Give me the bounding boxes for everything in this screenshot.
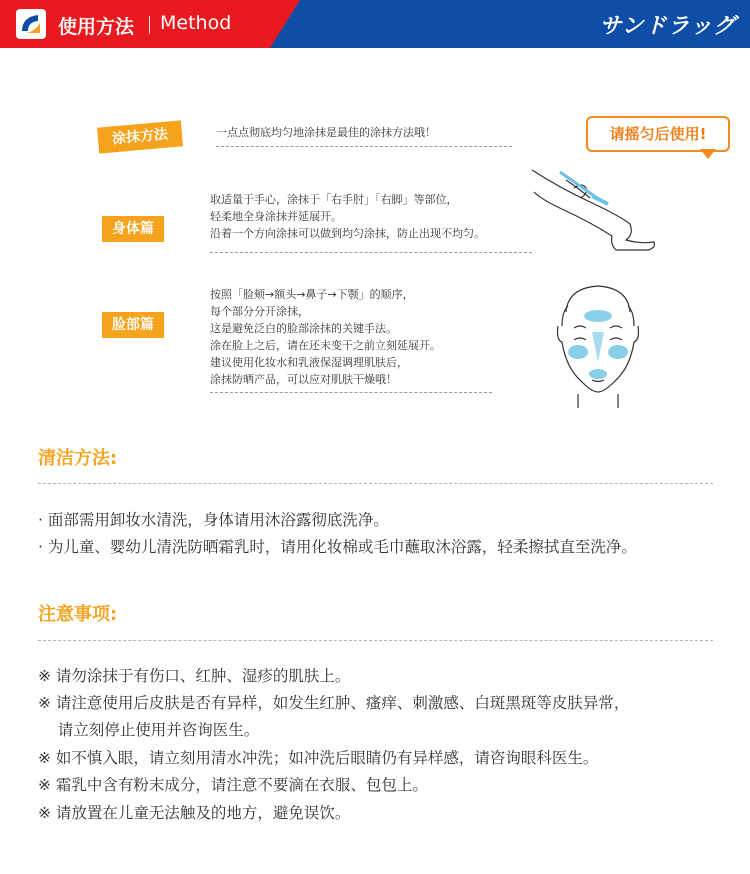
- cleaning-item-1: · 面部需用卸妆水清洗，身体请用沐浴露彻底洗净。: [38, 511, 389, 529]
- face-line-1: 按照「脸颊→额头→鼻子→下颚」的顺序，: [210, 288, 414, 301]
- divider: [210, 392, 492, 393]
- face-line-3: 这是避免泛白的脸部涂抹的关键手法。: [210, 322, 397, 335]
- notes-item-2: ※ 请注意使用后皮肤是否有异样，如发生红肿、瘙痒、刺激感、白斑黑斑等皮肤异常，: [38, 694, 630, 712]
- bubble-tail: [700, 149, 716, 159]
- divider: [38, 483, 713, 484]
- body-line-3: 沿着一个方向涂抹可以做到均匀涂抹，防止出现不均匀。: [210, 227, 485, 240]
- face-line-5: 建议使用化妆水和乳液保湿调理肌肤后，: [210, 356, 408, 369]
- notes-item-4: ※ 霜乳中含有粉末成分，请注意不要滴在衣服、包包上。: [38, 776, 428, 794]
- divider: [210, 252, 532, 253]
- sundrug-logo-icon: [16, 9, 46, 39]
- header-subtitle: Method: [160, 12, 232, 34]
- apply-method-text: 一点点彻底均匀地涂抹是最佳的涂抹方法哦！: [216, 126, 436, 139]
- notes-item-1: ※ 请勿涂抹于有伤口、红肿、湿疹的肌肤上。: [38, 667, 351, 685]
- notes-heading: 注意事项:: [38, 604, 118, 625]
- notes-item-3: ※ 如不慎入眼，请立刻用清水冲洗；如冲洗后眼睛仍有异样感，请咨询眼科医生。: [38, 749, 599, 767]
- body-line-1: 取适量于手心，涂抹于「右手肘」「右脚」等部位，: [210, 193, 458, 206]
- face-application-illustration: [548, 282, 648, 410]
- notes-item-2-cont: 请立刻停止使用并咨询医生。: [38, 721, 260, 739]
- face-tag: 脸部篇: [102, 312, 164, 338]
- cleaning-heading: 清洁方法:: [38, 448, 118, 469]
- notes-item-5: ※ 请放置在儿童无法触及的地方，避免误饮。: [38, 804, 351, 822]
- leg-application-illustration: [530, 158, 660, 254]
- header-bar: [0, 0, 750, 48]
- brand-logo: サンドラッグ: [599, 14, 736, 39]
- face-line-4: 涂在脸上之后，请在还未变干之前立刻延展开。: [210, 339, 441, 352]
- face-line-6: 涂抹防晒产品，可以应对肌肤干燥哦！: [210, 373, 397, 386]
- body-line-2: 轻柔地全身涂抹并延展开。: [210, 210, 342, 223]
- header-title: 使用方法: [58, 16, 135, 38]
- cleaning-item-2: · 为儿童、婴幼儿清洗防晒霜乳时，请用化妆棉或毛巾蘸取沐浴露，轻柔擦拭直至洗净。: [38, 538, 637, 556]
- body-tag: 身体篇: [102, 216, 164, 242]
- divider: [38, 640, 713, 641]
- apply-method-tag: 涂抹方法: [97, 120, 183, 153]
- face-line-2: 每个部分分开涂抹，: [210, 305, 309, 318]
- shake-well-bubble: 请摇匀后使用!: [586, 116, 730, 152]
- header-separator: [149, 16, 150, 34]
- divider: [216, 146, 512, 147]
